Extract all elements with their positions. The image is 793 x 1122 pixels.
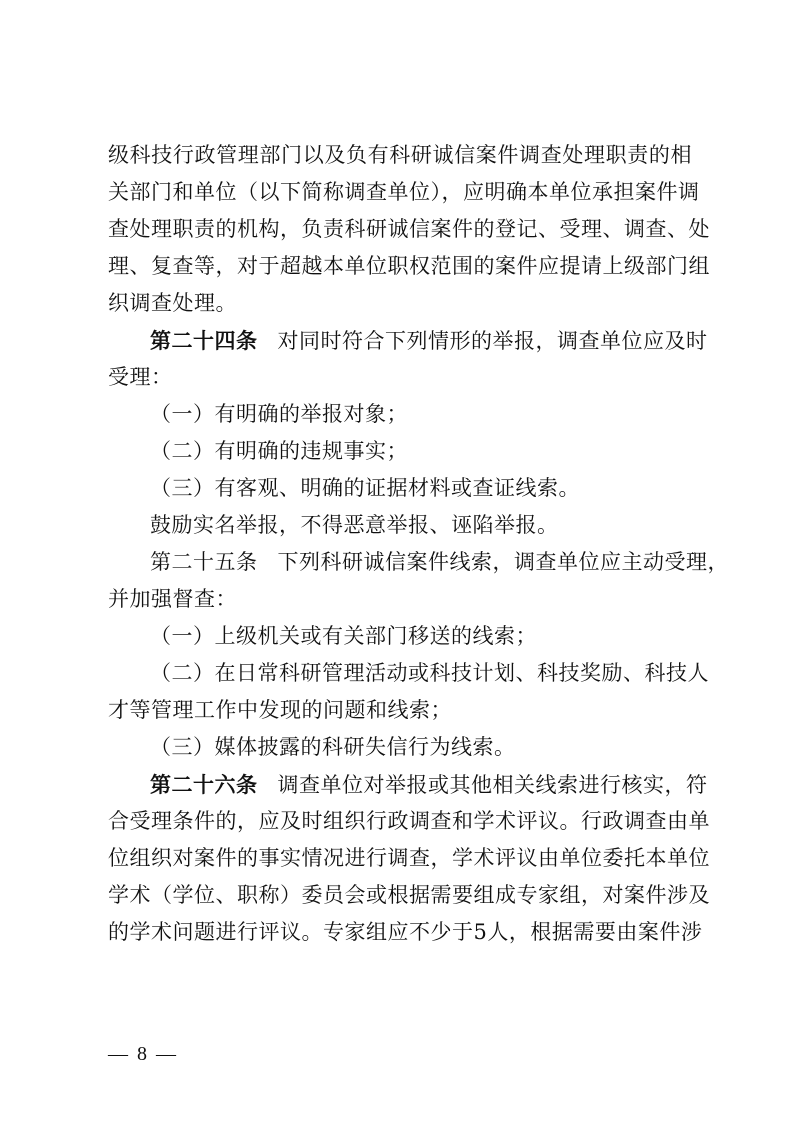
text-line: 查处理职责的机构，负责科研诚信案件的登记、受理、调查、处 [108,217,710,241]
list-item: （三）有客观、明确的证据材料或查证线索。 [150,476,580,500]
article-25-line [108,544,729,581]
text-line: 位组织对案件的事实情况进行调查，学术评议由单位委托本单位 [108,846,710,870]
article-text: 对同时符合下列情形的举报，调查单位应及时 [277,329,708,353]
text-line: 合受理条件的，应及时组织行政调查和学术评议。行政调查由单 [108,809,710,833]
text-line: 才等管理工作中发现的问题和线索； [108,698,452,722]
article-24-line [108,322,708,359]
text-line: 学术（学位、职称）委员会或根据需要组成专家组，对案件涉及 [108,883,710,907]
text-line: 并加强督查： [108,587,237,611]
text-line: 鼓励实名举报，不得恶意举报、诬陷举报。 [150,513,559,537]
article-heading: 第二十五条 [150,550,258,574]
text-line: 理、复查等，对于超越本单位职权范围的案件应提请上级部门组 [108,254,710,278]
text-line: 受理： [108,365,173,389]
text-line: 级科技行政管理部门以及负有科研诚信案件调查处理职责的相 [108,143,692,167]
list-item: （二）在日常科研管理活动或科技计划、科技奖励、科技人 [150,661,709,685]
text-line: 织调查处理。 [108,291,237,315]
article-text: 调查单位对举报或其他相关线索进行核实，符 [277,773,708,797]
list-item: （一）上级机关或有关部门移送的线索； [150,624,537,648]
list-item: （三）媒体披露的科研失信行为线索。 [150,735,516,759]
article-text: 下列科研诚信案件线索，调查单位应主动受理， [277,550,729,574]
text-line: 关部门和单位（以下简称调查单位），应明确本单位承担案件调 [108,180,700,204]
article-heading: 第二十四条 [150,328,258,353]
article-heading: 第二十六条 [150,772,258,797]
article-26-line [108,766,708,803]
document-body [108,137,729,951]
list-item: （一）有明确的举报对象； [150,402,408,426]
text-line: 的学术问题进行评议。专家组应不少于5人，根据需要由案件涉 [108,920,703,944]
list-item: （二）有明确的违规事实； [150,439,408,463]
page-number: — 8 — [108,1043,178,1065]
